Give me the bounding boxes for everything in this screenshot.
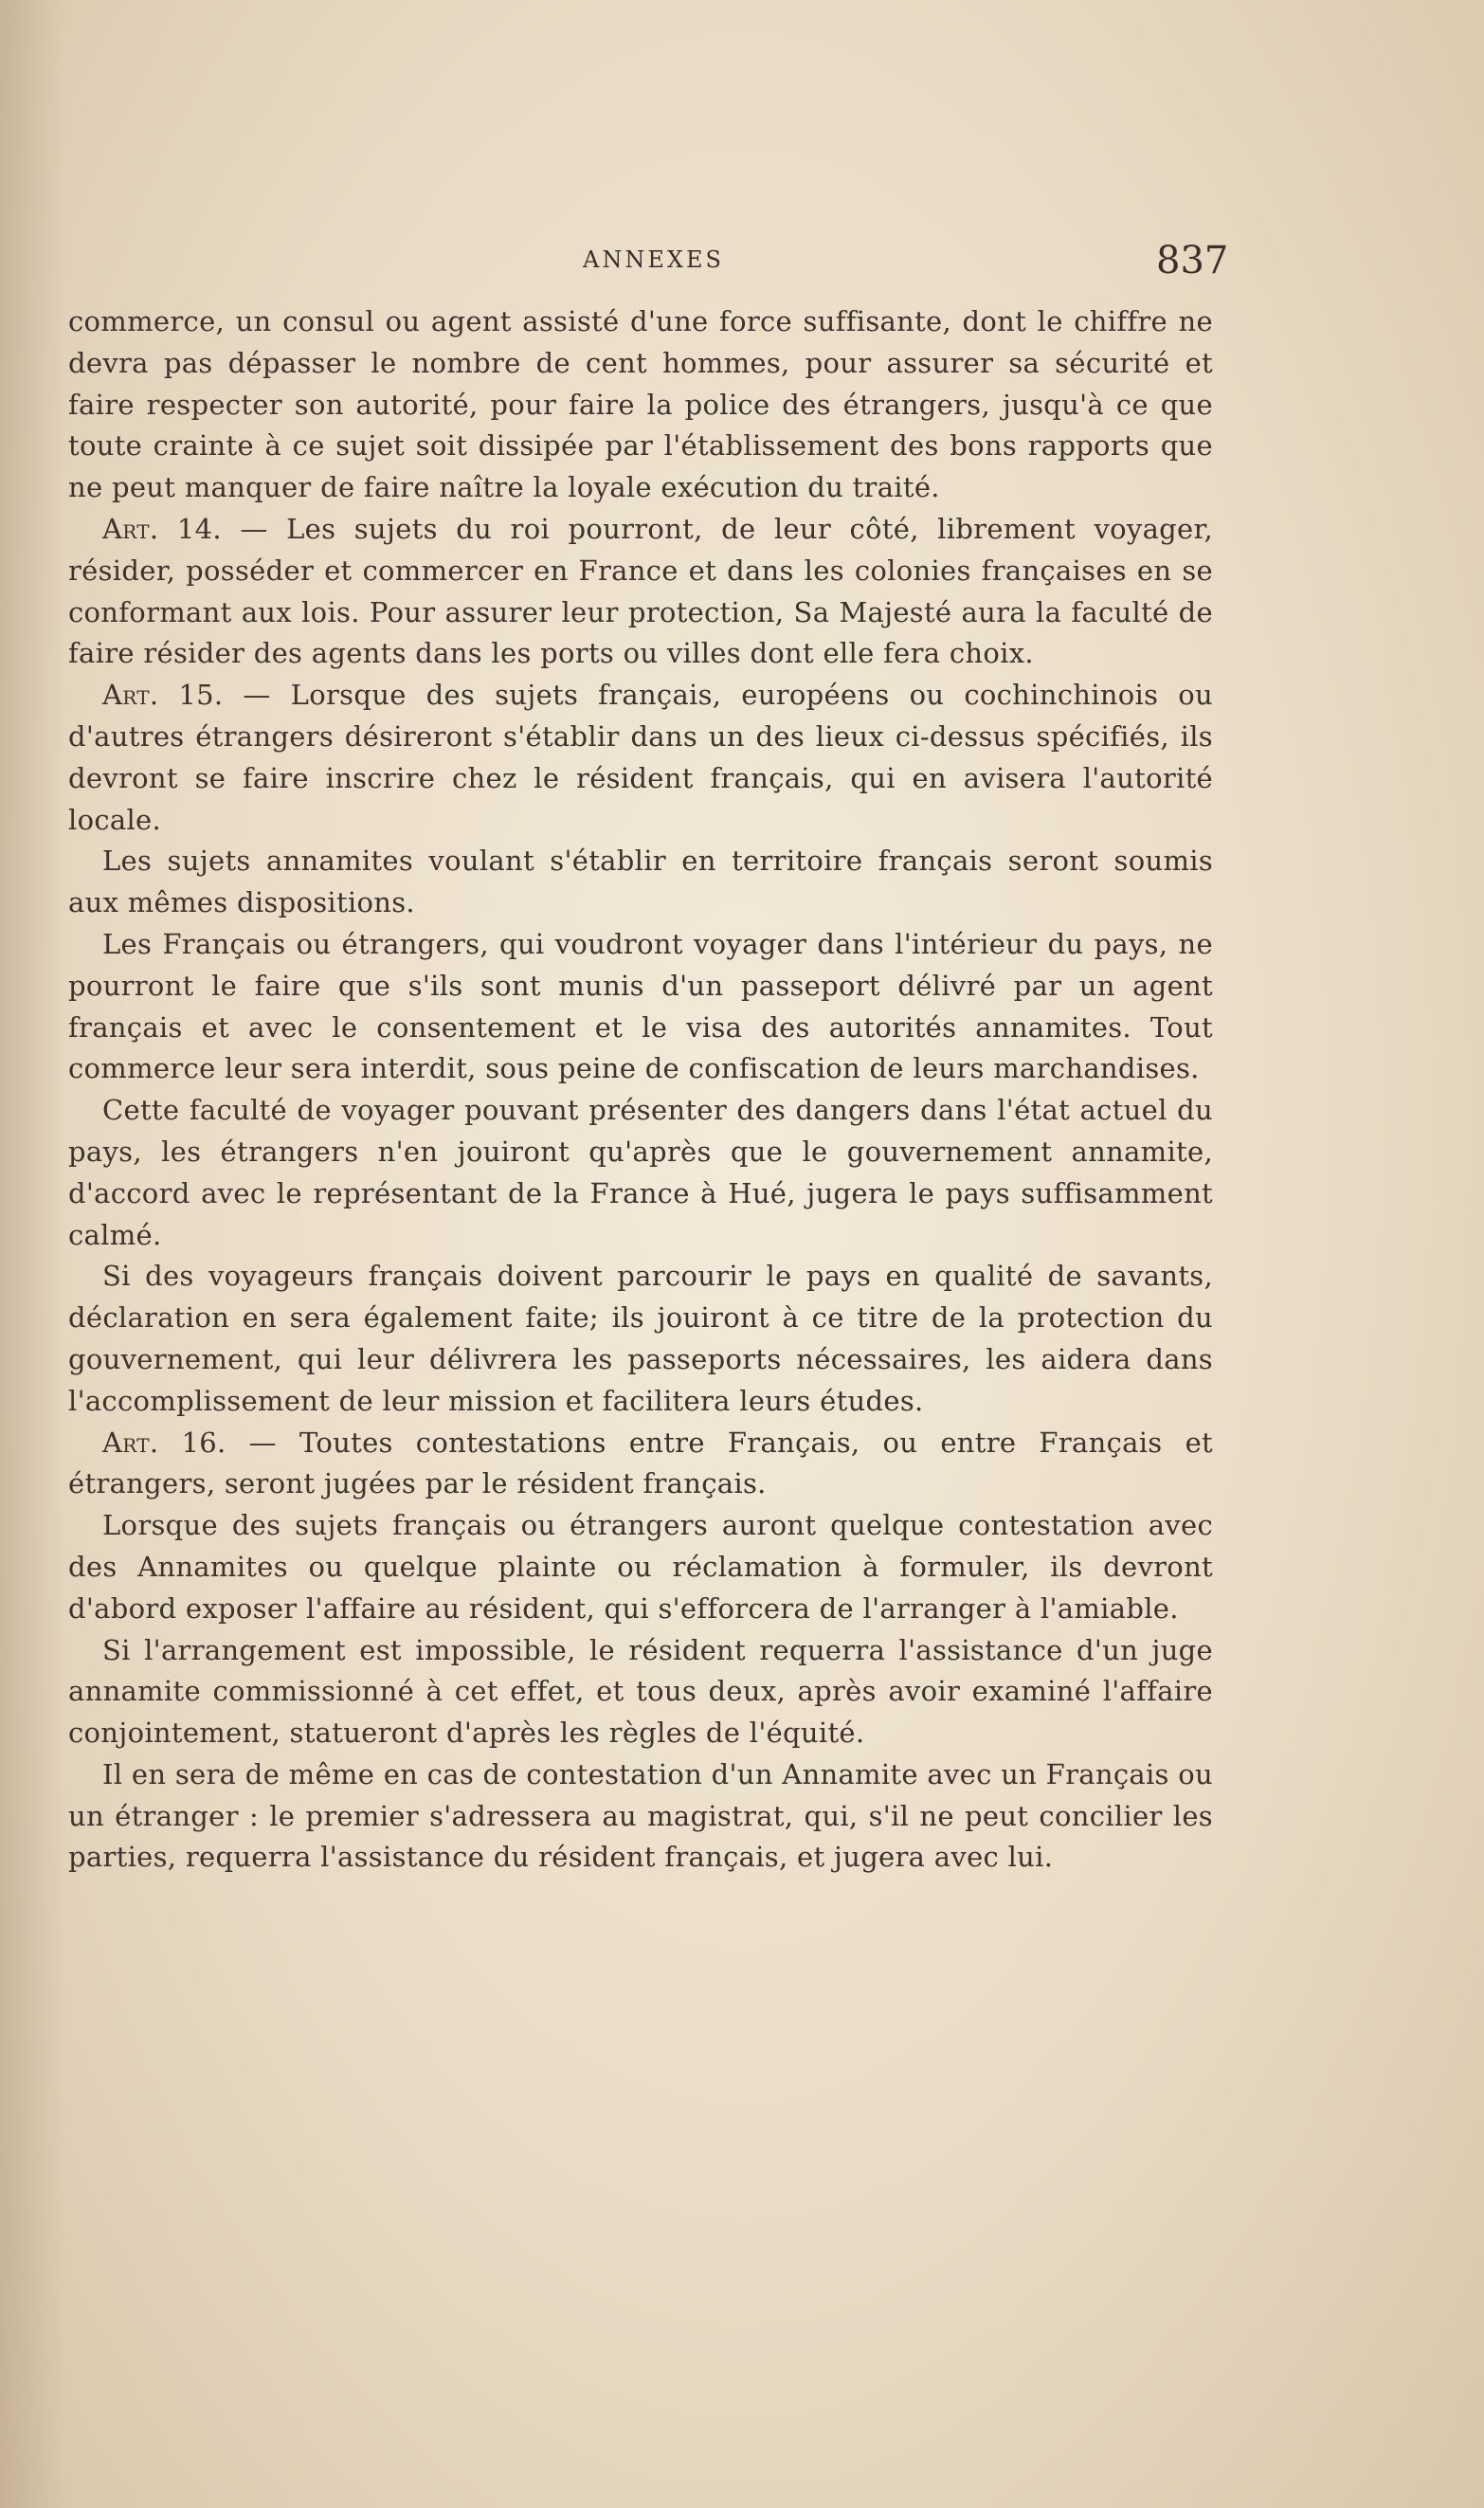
article-label: Art. 14. [102, 512, 222, 545]
page-number: 837 [1156, 239, 1229, 282]
paragraph [68, 924, 1213, 1090]
paragraph [68, 1505, 1213, 1629]
paragraph [68, 841, 1213, 924]
paragraph-text: — Toutes contestations entre Français, ou entre Français et étrangers, seront jugées par le résident français. [68, 1426, 1213, 1500]
paragraph-article-14 [68, 509, 1213, 675]
paragraph-text: Il en sera de même en cas de contestation d'un Annamite avec un Français ou un étranger : le premier s'adressera au magistrat, qui, s'il ne peut concilier les parties, requerra l'assistance du résident français, et jugera avec lui. [68, 1757, 1213, 1874]
paragraph-text: Les Français ou étrangers, qui voudront voyager dans l'intérieur du pays, ne pourront le faire que s'ils sont munis d'un passeport délivré par un agent français et avec le consentement et le visa des autorités annamites. Tout commerce leur sera interdit, sous peine de confiscation de leurs marchandises. [68, 927, 1213, 1085]
page-header [76, 239, 1229, 286]
paragraph-text: — Lorsque des sujets français, européens ou cochinchinois ou d'autres étrangers désireront s'établir dans un des lieux ci-dessus spécifiés, ils devront se faire inscrire chez le résident français, qui en avisera l'autorité locale. [68, 679, 1213, 836]
paragraph-text: commerce, un consul ou agent assisté d'une force suffisante, dont le chiffre ne devra pas dépasser le nombre de cent hommes, pour assurer sa sécurité et faire respecter son autorité, pour faire la police des étrangers, jusqu'à ce que toute crainte à ce sujet soit dissipée par l'établissement des bons rapports que ne peut manquer de faire naître la loyale exécution du traité. [68, 305, 1213, 504]
paragraph [68, 1256, 1213, 1422]
body-text [68, 301, 1213, 1879]
paragraph-text: Cette faculté de voyager pouvant présenter des dangers dans l'état actuel du pays, les étrangers n'en jouiront qu'après que le gouvernement annamite, d'accord avec le représentant de la France à Hué, jugera le pays suffisamment calmé. [68, 1094, 1213, 1251]
paragraph-text: Si des voyageurs français doivent parcourir le pays en qualité de savants, déclaration en sera également faite; ils jouiront à ce titre de la protection du gouvernement, qui leur délivrera les passeports nécessaires, les aidera dans l'accomplissement de leur mission et facilitera leurs études. [68, 1260, 1213, 1417]
paragraph-text: Si l'arrangement est impossible, le résident requerra l'assistance d'un juge annamite commissionné à cet effet, et tous deux, après avoir examiné l'affaire conjointement, statueront d'après les règles de l'équité. [68, 1633, 1213, 1750]
article-label: Art. 15. [102, 679, 224, 712]
paragraph [68, 301, 1213, 509]
paragraph-text: — Les sujets du roi pourront, de leur côté, librement voyager, résider, posséder et commercer en France et dans les colonies françaises en se conformant aux lois. Pour assurer leur protection, Sa Majesté aura la faculté de faire résider des agents dans les ports ou villes dont elle fera choix. [68, 512, 1213, 670]
paragraph-article-15 [68, 675, 1213, 841]
paragraph [68, 1754, 1213, 1879]
paragraph-text: Lorsque des sujets français ou étrangers auront quelque contestation avec des Annamites ou quelque plainte ou réclamation à formuler, ils devront d'abord exposer l'affaire au résident, qui s'efforcera de l'arranger à l'amiable. [68, 1509, 1213, 1625]
paragraph [68, 1630, 1213, 1754]
article-label: Art. 16. [102, 1426, 226, 1459]
paragraph-article-16 [68, 1423, 1213, 1506]
paragraph-text: Les sujets annamites voulant s'établir en territoire français seront soumis aux mêmes dispositions. [68, 845, 1213, 919]
page-gutter-shadow [0, 0, 66, 2508]
paragraph [68, 1090, 1213, 1256]
running-head: ANNEXES [583, 246, 724, 273]
